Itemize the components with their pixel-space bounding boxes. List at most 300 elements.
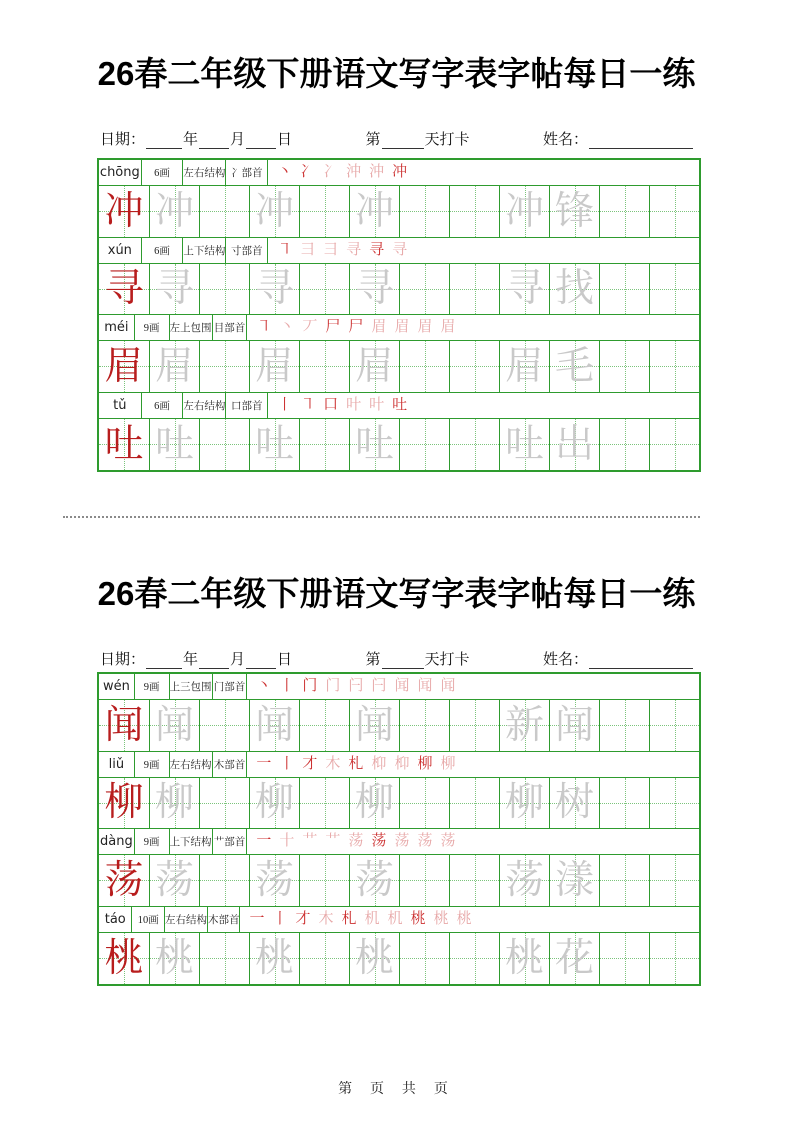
practice-cell (449, 419, 499, 471)
date-label: 日期： (100, 652, 146, 668)
practice-cell (299, 778, 349, 829)
word-char: 闻 (554, 703, 594, 747)
structure-label: 上三包围 (169, 674, 212, 699)
practice-cell (99, 700, 149, 751)
stroke-step-glyph: 冫 (300, 164, 316, 180)
example-char: 寻 (104, 267, 144, 311)
stroke-count-label: 9画 (134, 829, 169, 854)
trace-char: 闻 (254, 703, 294, 747)
stroke-step-glyph: 沖 (346, 164, 362, 180)
trace-char: 桃 (354, 936, 394, 980)
radical-label: 冫部首 (225, 160, 267, 185)
page-footer: 第 页 共 页 (338, 1080, 455, 1096)
radical-label: 木部首 (207, 907, 240, 932)
char-info-row (99, 238, 699, 264)
practice-cell (299, 700, 349, 751)
practice-cell (549, 264, 599, 315)
date-group (100, 648, 292, 669)
practice-cell (499, 700, 549, 751)
practice-cell (249, 778, 299, 829)
stroke-step-glyph: 沖 (369, 164, 385, 180)
practice-cell (649, 186, 699, 237)
word-char: 出 (554, 422, 594, 466)
practice-cell (199, 933, 249, 985)
practice-cell (449, 186, 499, 237)
practice-cell (149, 700, 199, 751)
stroke-step-glyph: 寻 (346, 241, 362, 258)
word-char: 毛 (554, 344, 594, 388)
stroke-order-strip (246, 829, 455, 854)
stroke-step-glyph: 眉 (394, 319, 410, 335)
practice-cell (599, 419, 649, 471)
stroke-step-glyph: 冫 (323, 164, 339, 180)
practice-cell (399, 933, 449, 985)
stroke-step-glyph: 丆 (302, 319, 318, 335)
practice-cell (249, 419, 299, 471)
practice-cell (299, 264, 349, 315)
stroke-step-glyph: 艹 (302, 833, 318, 849)
stroke-order-strip (246, 315, 455, 340)
trace-char: 荡 (354, 858, 394, 902)
practice-cell (199, 700, 249, 751)
practice-cell (649, 700, 699, 751)
char-info-row (99, 907, 699, 933)
practice-cell (249, 700, 299, 751)
trace-char: 荡 (154, 858, 194, 902)
word-char: 树 (554, 781, 594, 825)
trace-char: 寻 (354, 267, 394, 311)
trace-char: 冲 (254, 189, 294, 233)
trace-char: 眉 (254, 344, 294, 388)
pinyin-label: xún (107, 242, 132, 258)
trace-char: 吐 (254, 422, 294, 466)
stroke-count-label: 6画 (141, 160, 183, 185)
day-suffix: 日 (277, 132, 293, 148)
stroke-order-strip (246, 674, 455, 699)
structure-label: 左右结构 (182, 160, 225, 185)
stroke-step-glyph: 眉 (440, 319, 456, 335)
year-blank (146, 655, 182, 669)
practice-row (99, 933, 699, 985)
practice-cell (599, 778, 649, 829)
example-char: 柳 (104, 781, 144, 825)
radical-label: 木部首 (212, 752, 247, 777)
trace-char: 荡 (254, 858, 294, 902)
word-char: 花 (554, 936, 594, 980)
practice-cell (399, 778, 449, 829)
day-blank (246, 135, 276, 149)
trace-char: 寻 (154, 267, 194, 311)
structure-label: 左右结构 (169, 752, 212, 777)
practice-cell (149, 933, 199, 985)
trace-char: 柳 (354, 781, 394, 825)
trace-char: 柳 (254, 781, 294, 825)
name-label: 姓名： (542, 652, 588, 668)
stroke-step-glyph: 艹 (325, 833, 341, 849)
practice-cell (149, 419, 199, 471)
trace-char: 寻 (254, 267, 294, 311)
stroke-count-label: 10画 (131, 907, 163, 932)
stroke-step-glyph: 闻 (417, 678, 433, 694)
practice-cell (549, 700, 599, 751)
stroke-step-glyph: 叶 (346, 396, 362, 413)
stroke-step-glyph: 丨 (272, 910, 288, 927)
practice-cell (499, 419, 549, 471)
section1-title: 26春二年级下册语文写字表字帖每日一练 (97, 55, 696, 92)
stroke-step-glyph: 枊 (394, 755, 410, 772)
day-suffix: 日 (277, 652, 293, 668)
trace-char: 冲 (354, 189, 394, 233)
stroke-step-glyph: 荡 (440, 833, 456, 849)
stroke-order-strip (267, 160, 407, 185)
practice-cell (599, 186, 649, 237)
stroke-step-glyph: 十 (279, 833, 295, 849)
stroke-order-strip (267, 393, 407, 418)
practice-cell (399, 855, 449, 906)
practice-cell (199, 778, 249, 829)
practice-cell (99, 186, 149, 237)
practice-cell (199, 419, 249, 471)
practice-cell (549, 341, 599, 392)
stroke-count-label: 9画 (134, 315, 169, 340)
trace-char: 眉 (354, 344, 394, 388)
month-blank (199, 655, 229, 669)
practice-cell (299, 186, 349, 237)
practice-cell (349, 855, 399, 906)
pinyin-label: liǔ (108, 756, 125, 772)
name-blank (589, 655, 693, 669)
practice-cell (149, 855, 199, 906)
practice-cell (449, 341, 499, 392)
practice-cell (349, 186, 399, 237)
practice-cell (349, 264, 399, 315)
practice-row (99, 341, 699, 393)
stroke-step-glyph: 木 (325, 755, 341, 772)
structure-label: 上下结构 (182, 238, 225, 263)
practice-cell (499, 341, 549, 392)
stroke-step-glyph: 丶 (277, 164, 293, 180)
trace-char: 柳 (154, 781, 194, 825)
stroke-step-glyph: 枊 (371, 755, 387, 772)
stroke-step-glyph: 札 (341, 910, 357, 927)
practice-cell (99, 264, 149, 315)
word-char: 吐 (504, 422, 544, 466)
example-char: 荡 (104, 858, 144, 902)
practice-row (99, 855, 699, 907)
stroke-count-label: 9画 (134, 752, 169, 777)
practice-row (99, 186, 699, 238)
trace-char: 吐 (154, 422, 194, 466)
radical-label: 门部首 (212, 674, 247, 699)
month-suffix: 月 (230, 132, 246, 148)
practice-cell (399, 341, 449, 392)
practice-cell (399, 264, 449, 315)
practice-cell (99, 778, 149, 829)
stroke-step-glyph: 闩 (371, 678, 387, 694)
example-char: 桃 (104, 936, 144, 980)
practice-cell (449, 778, 499, 829)
word-char: 冲 (504, 189, 544, 233)
radical-label: 目部首 (212, 315, 247, 340)
practice-cell (649, 778, 699, 829)
stroke-step-glyph: 寻 (369, 241, 385, 258)
stroke-step-glyph: 眉 (417, 319, 433, 335)
practice-cell (299, 933, 349, 985)
stroke-step-glyph: 木 (318, 910, 334, 927)
practice-cell (549, 933, 599, 985)
practice-cell (149, 341, 199, 392)
practice-cell (249, 264, 299, 315)
practice-cell (249, 855, 299, 906)
pinyin-label: dàng (100, 834, 133, 849)
practice-cell (649, 933, 699, 985)
structure-label: 上下结构 (169, 829, 212, 854)
practice-cell (349, 778, 399, 829)
pinyin-label: tǔ (113, 397, 127, 413)
stroke-step-glyph: 一 (256, 755, 272, 772)
pinyin-label: méi (104, 320, 129, 335)
stroke-step-glyph: 荡 (371, 833, 387, 849)
stroke-step-glyph: 口 (323, 396, 339, 413)
structure-label: 左右结构 (182, 393, 225, 418)
checkin-blank (382, 135, 424, 149)
year-blank (146, 135, 182, 149)
stroke-step-glyph: 桃 (410, 910, 426, 927)
practice-cell (449, 264, 499, 315)
practice-cell (449, 700, 499, 751)
practice-cell (549, 855, 599, 906)
checkin-suffix: 天打卡 (424, 132, 470, 148)
trace-char: 吐 (354, 422, 394, 466)
date-group (100, 128, 292, 149)
stroke-step-glyph: 眉 (371, 319, 387, 335)
checkin-group (366, 648, 470, 669)
section1-date-line (100, 127, 694, 149)
trace-char: 闻 (354, 703, 394, 747)
word-char: 新 (504, 703, 544, 747)
practice-cell (499, 933, 549, 985)
practice-cell (199, 264, 249, 315)
checkin-blank (382, 655, 424, 669)
stroke-step-glyph: 尸 (348, 319, 364, 335)
word-char: 眉 (504, 344, 544, 388)
stroke-step-glyph: 桃 (433, 910, 449, 927)
stroke-step-glyph: 门 (325, 678, 341, 694)
example-char: 闻 (104, 703, 144, 747)
stroke-step-glyph: 才 (302, 755, 318, 772)
practice-cell (349, 419, 399, 471)
stroke-step-glyph: 丶 (279, 319, 295, 335)
stroke-step-glyph: 丨 (279, 678, 295, 694)
word-char: 柳 (504, 781, 544, 825)
practice-cell (349, 933, 399, 985)
radical-label: 寸部首 (225, 238, 267, 263)
practice-row (99, 700, 699, 752)
char-info-row (99, 315, 699, 341)
practice-row (99, 419, 699, 471)
practice-cell (149, 186, 199, 237)
practice-cell (599, 341, 649, 392)
name-label: 姓名： (542, 132, 588, 148)
stroke-step-glyph: 荡 (348, 833, 364, 849)
pinyin-label: táo (104, 911, 126, 927)
stroke-step-glyph: 荡 (394, 833, 410, 849)
stroke-order-strip (239, 907, 471, 932)
practice-cell (99, 855, 149, 906)
practice-cell (349, 341, 399, 392)
trace-char: 冲 (154, 189, 194, 233)
year-suffix: 年 (183, 132, 199, 148)
month-suffix: 月 (230, 652, 246, 668)
trace-char: 闻 (154, 703, 194, 747)
word-char: 桃 (504, 936, 544, 980)
practice-cell (649, 341, 699, 392)
stroke-step-glyph: 叶 (369, 396, 385, 413)
stroke-count-label: 6画 (141, 393, 183, 418)
stroke-step-glyph: 札 (348, 755, 364, 772)
stroke-step-glyph: 一 (256, 833, 272, 849)
char-info-row (99, 674, 699, 700)
practice-cell (649, 419, 699, 471)
practice-cell (499, 855, 549, 906)
checkin-group (366, 128, 470, 149)
structure-label: 左上包围 (169, 315, 212, 340)
date-label: 日期： (100, 132, 146, 148)
practice-cell (549, 778, 599, 829)
practice-cell (399, 419, 449, 471)
practice-cell (299, 855, 349, 906)
pinyin-label: wén (102, 679, 130, 694)
practice-cell (599, 933, 649, 985)
stroke-step-glyph: ⺕ (300, 241, 316, 258)
stroke-step-glyph: 才 (295, 910, 311, 927)
stroke-step-glyph: 荡 (417, 833, 433, 849)
stroke-count-label: 6画 (141, 238, 183, 263)
month-blank (199, 135, 229, 149)
checkin-prefix: 第 (365, 652, 381, 668)
radical-label: 口部首 (225, 393, 267, 418)
stroke-step-glyph: 吐 (392, 396, 408, 413)
practice-cell (599, 855, 649, 906)
stroke-order-strip (267, 238, 407, 263)
stroke-step-glyph: ㇕ (277, 241, 293, 258)
stroke-step-glyph: 闩 (348, 678, 364, 694)
practice-table-1 (97, 158, 701, 472)
stroke-step-glyph: 桃 (456, 910, 472, 927)
practice-cell (499, 264, 549, 315)
practice-cell (149, 778, 199, 829)
practice-cell (649, 264, 699, 315)
word-char: 漾 (554, 858, 594, 902)
practice-cell (449, 933, 499, 985)
practice-row (99, 264, 699, 316)
practice-cell (449, 855, 499, 906)
stroke-order-strip (246, 752, 455, 777)
char-info-row (99, 829, 699, 855)
stroke-step-glyph: 寻 (392, 241, 408, 258)
stroke-step-glyph: 一 (249, 910, 265, 927)
stroke-step-glyph: 冲 (392, 164, 408, 180)
word-char: 荡 (504, 858, 544, 902)
stroke-count-label: 9画 (134, 674, 169, 699)
practice-cell (199, 341, 249, 392)
stroke-step-glyph: ㇕ (256, 319, 272, 335)
radical-label: 艹部首 (212, 829, 247, 854)
practice-cell (199, 186, 249, 237)
section-divider (63, 516, 700, 518)
trace-char: 桃 (154, 936, 194, 980)
stroke-step-glyph: 彐 (323, 241, 339, 258)
day-blank (246, 655, 276, 669)
example-char: 眉 (104, 344, 144, 388)
practice-cell (99, 933, 149, 985)
structure-label: 左右结构 (164, 907, 207, 932)
stroke-step-glyph: 柳 (417, 755, 433, 772)
checkin-suffix: 天打卡 (424, 652, 470, 668)
trace-char: 眉 (154, 344, 194, 388)
word-char: 锋 (554, 189, 594, 233)
practice-cell (649, 855, 699, 906)
practice-cell (599, 700, 649, 751)
practice-cell (149, 264, 199, 315)
char-info-row (99, 393, 699, 419)
stroke-step-glyph: 闻 (440, 678, 456, 694)
stroke-step-glyph: 闻 (394, 678, 410, 694)
practice-cell (549, 186, 599, 237)
section2-date-line (100, 647, 694, 669)
practice-cell (299, 419, 349, 471)
trace-char: 桃 (254, 936, 294, 980)
practice-cell (549, 419, 599, 471)
practice-cell (199, 855, 249, 906)
checkin-prefix: 第 (365, 132, 381, 148)
word-char: 寻 (504, 267, 544, 311)
practice-cell (599, 264, 649, 315)
example-char: 吐 (104, 422, 144, 466)
pinyin-label: chōng (99, 165, 140, 180)
practice-row (99, 778, 699, 830)
name-blank (589, 135, 693, 149)
stroke-step-glyph: 丨 (277, 396, 293, 413)
practice-cell (399, 700, 449, 751)
practice-cell (299, 341, 349, 392)
stroke-step-glyph: 丨 (279, 755, 295, 772)
example-char: 冲 (104, 189, 144, 233)
stroke-step-glyph: 丶 (256, 678, 272, 694)
word-char: 找 (554, 267, 594, 311)
name-group (543, 128, 694, 149)
char-info-row (99, 752, 699, 778)
stroke-step-glyph: 机 (387, 910, 403, 927)
stroke-step-glyph: 尸 (325, 319, 341, 335)
stroke-step-glyph: ㇕ (300, 396, 316, 413)
practice-cell (99, 419, 149, 471)
practice-table-2 (97, 672, 701, 986)
stroke-step-glyph: 柳 (440, 755, 456, 772)
section2-title: 26春二年级下册语文写字表字帖每日一练 (97, 575, 696, 612)
practice-cell (249, 933, 299, 985)
name-group (543, 648, 694, 669)
char-info-row (99, 160, 699, 186)
practice-cell (99, 341, 149, 392)
stroke-step-glyph: 门 (302, 678, 318, 694)
year-suffix: 年 (183, 652, 199, 668)
practice-cell (499, 186, 549, 237)
practice-cell (349, 700, 399, 751)
practice-cell (499, 778, 549, 829)
practice-cell (249, 341, 299, 392)
practice-cell (249, 186, 299, 237)
